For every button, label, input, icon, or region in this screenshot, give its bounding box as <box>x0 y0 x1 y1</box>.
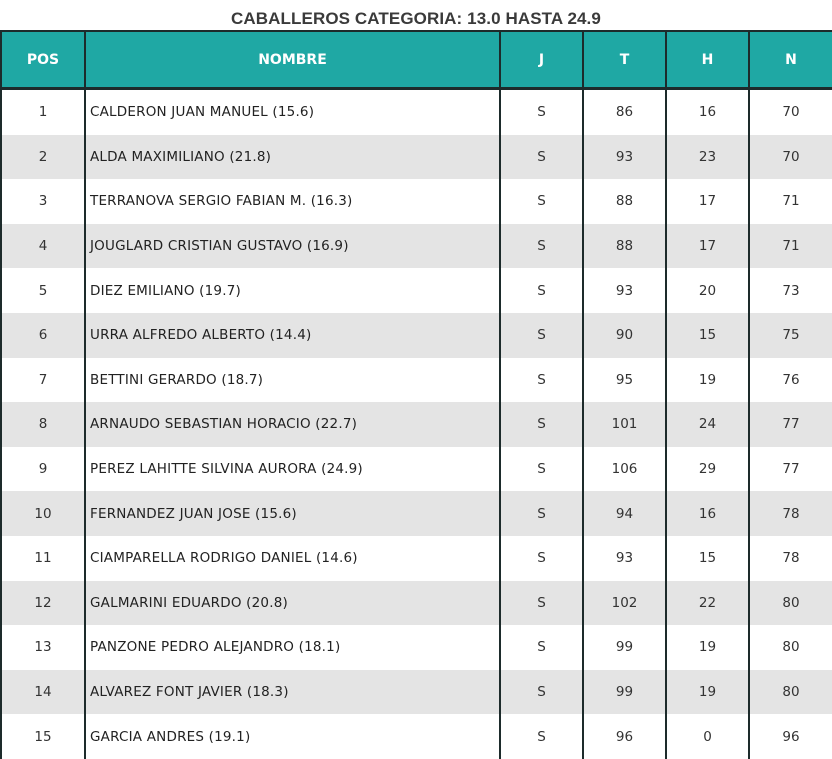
j-cell: S <box>500 536 583 581</box>
h-cell: 19 <box>666 625 749 670</box>
n-cell: 78 <box>749 491 832 536</box>
n-cell: 76 <box>749 358 832 403</box>
j-cell: S <box>500 402 583 447</box>
t-cell: 93 <box>583 536 666 581</box>
h-cell: 19 <box>666 358 749 403</box>
results-table <box>0 30 832 759</box>
table-row[interactable] <box>1 447 832 492</box>
column-header-j[interactable]: J <box>500 31 583 89</box>
h-cell: 16 <box>666 491 749 536</box>
j-cell: S <box>500 714 583 759</box>
table-row[interactable] <box>1 313 832 358</box>
t-cell: 95 <box>583 358 666 403</box>
h-cell: 29 <box>666 447 749 492</box>
pos-cell: 11 <box>1 536 85 581</box>
column-header-pos[interactable]: POS <box>1 31 85 89</box>
t-cell: 93 <box>583 268 666 313</box>
t-cell: 106 <box>583 447 666 492</box>
name-cell: ALDA MAXIMILIANO (21.8) <box>85 135 500 180</box>
h-cell: 0 <box>666 714 749 759</box>
table-row[interactable] <box>1 358 832 403</box>
t-cell: 93 <box>583 135 666 180</box>
n-cell: 80 <box>749 581 832 626</box>
n-cell: 77 <box>749 447 832 492</box>
results-body <box>1 89 832 759</box>
n-cell: 71 <box>749 179 832 224</box>
table-row[interactable] <box>1 670 832 715</box>
pos-cell: 13 <box>1 625 85 670</box>
table-row[interactable] <box>1 402 832 447</box>
t-cell: 96 <box>583 714 666 759</box>
name-cell: GARCIA ANDRES (19.1) <box>85 714 500 759</box>
t-cell: 90 <box>583 313 666 358</box>
pos-cell: 1 <box>1 89 85 135</box>
table-row[interactable] <box>1 135 832 180</box>
t-cell: 88 <box>583 224 666 269</box>
n-cell: 71 <box>749 224 832 269</box>
h-cell: 17 <box>666 224 749 269</box>
table-row[interactable] <box>1 581 832 626</box>
name-cell: ALVAREZ FONT JAVIER (18.3) <box>85 670 500 715</box>
j-cell: S <box>500 135 583 180</box>
t-cell: 101 <box>583 402 666 447</box>
column-header-n[interactable]: N <box>749 31 832 89</box>
pos-cell: 4 <box>1 224 85 269</box>
h-cell: 15 <box>666 536 749 581</box>
column-header-h[interactable]: H <box>666 31 749 89</box>
table-row[interactable] <box>1 268 832 313</box>
pos-cell: 5 <box>1 268 85 313</box>
name-cell: FERNANDEZ JUAN JOSE (15.6) <box>85 491 500 536</box>
table-row[interactable] <box>1 625 832 670</box>
n-cell: 75 <box>749 313 832 358</box>
j-cell: S <box>500 581 583 626</box>
h-cell: 20 <box>666 268 749 313</box>
j-cell: S <box>500 625 583 670</box>
table-row[interactable] <box>1 536 832 581</box>
h-cell: 23 <box>666 135 749 180</box>
pos-cell: 10 <box>1 491 85 536</box>
name-cell: CALDERON JUAN MANUEL (15.6) <box>85 89 500 135</box>
header-row <box>1 31 832 89</box>
h-cell: 16 <box>666 89 749 135</box>
n-cell: 78 <box>749 536 832 581</box>
t-cell: 99 <box>583 670 666 715</box>
t-cell: 86 <box>583 89 666 135</box>
h-cell: 24 <box>666 402 749 447</box>
j-cell: S <box>500 224 583 269</box>
t-cell: 94 <box>583 491 666 536</box>
column-header-nombre[interactable]: NOMBRE <box>85 31 500 89</box>
pos-cell: 15 <box>1 714 85 759</box>
j-cell: S <box>500 268 583 313</box>
n-cell: 73 <box>749 268 832 313</box>
j-cell: S <box>500 491 583 536</box>
pos-cell: 14 <box>1 670 85 715</box>
pos-cell: 12 <box>1 581 85 626</box>
h-cell: 17 <box>666 179 749 224</box>
name-cell: CIAMPARELLA RODRIGO DANIEL (14.6) <box>85 536 500 581</box>
t-cell: 99 <box>583 625 666 670</box>
table-row[interactable] <box>1 224 832 269</box>
n-cell: 70 <box>749 135 832 180</box>
pos-cell: 7 <box>1 358 85 403</box>
table-row[interactable] <box>1 491 832 536</box>
table-row[interactable] <box>1 89 832 135</box>
name-cell: TERRANOVA SERGIO FABIAN M. (16.3) <box>85 179 500 224</box>
h-cell: 19 <box>666 670 749 715</box>
name-cell: BETTINI GERARDO (18.7) <box>85 358 500 403</box>
t-cell: 88 <box>583 179 666 224</box>
name-cell: ARNAUDO SEBASTIAN HORACIO (22.7) <box>85 402 500 447</box>
j-cell: S <box>500 358 583 403</box>
pos-cell: 6 <box>1 313 85 358</box>
h-cell: 15 <box>666 313 749 358</box>
name-cell: JOUGLARD CRISTIAN GUSTAVO (16.9) <box>85 224 500 269</box>
n-cell: 77 <box>749 402 832 447</box>
column-header-t[interactable]: T <box>583 31 666 89</box>
h-cell: 22 <box>666 581 749 626</box>
j-cell: S <box>500 670 583 715</box>
j-cell: S <box>500 313 583 358</box>
name-cell: DIEZ EMILIANO (19.7) <box>85 268 500 313</box>
pos-cell: 2 <box>1 135 85 180</box>
table-row[interactable] <box>1 179 832 224</box>
j-cell: S <box>500 447 583 492</box>
n-cell: 70 <box>749 89 832 135</box>
pos-cell: 8 <box>1 402 85 447</box>
n-cell: 80 <box>749 625 832 670</box>
name-cell: URRA ALFREDO ALBERTO (14.4) <box>85 313 500 358</box>
pos-cell: 9 <box>1 447 85 492</box>
name-cell: GALMARINI EDUARDO (20.8) <box>85 581 500 626</box>
n-cell: 96 <box>749 714 832 759</box>
j-cell: S <box>500 179 583 224</box>
page-title: CABALLEROS CATEGORIA: 13.0 HASTA 24.9 <box>231 9 601 28</box>
name-cell: PANZONE PEDRO ALEJANDRO (18.1) <box>85 625 500 670</box>
n-cell: 80 <box>749 670 832 715</box>
table-row[interactable] <box>1 714 832 759</box>
pos-cell: 3 <box>1 179 85 224</box>
name-cell: PEREZ LAHITTE SILVINA AURORA (24.9) <box>85 447 500 492</box>
t-cell: 102 <box>583 581 666 626</box>
j-cell: S <box>500 89 583 135</box>
